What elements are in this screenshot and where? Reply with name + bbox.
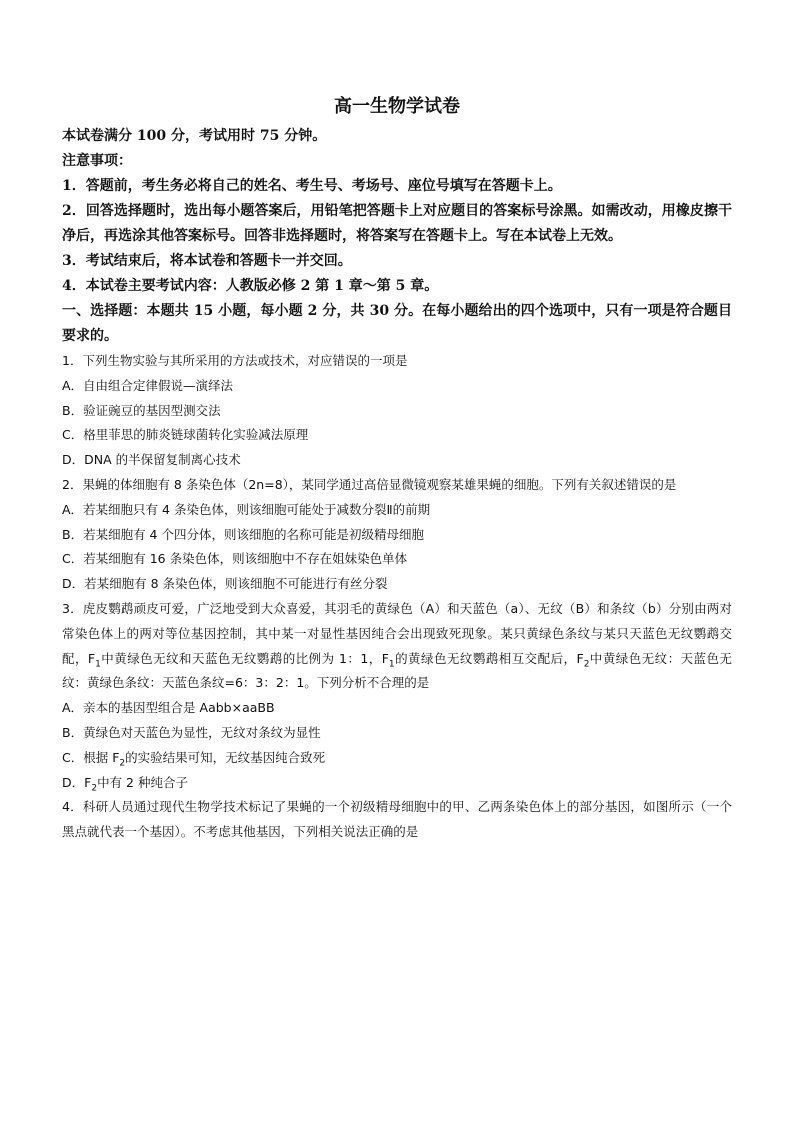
stem-text: 中黄绿色无纹：天蓝色无纹：黄绿色条纹：天蓝色条纹=6：3：2：1。下列分析不合理的是 xyxy=(62,650,732,691)
subscript: 2 xyxy=(91,783,98,794)
question-option xyxy=(62,746,732,771)
question-option: A．若某细胞只有 4 条染色体，则该细胞可能处于减数分裂Ⅱ的前期 xyxy=(62,501,431,517)
question-stem: 4．科研人员通过现代生物学技术标记了果蝇的一个初级精母细胞中的甲、乙两条染色体上的部分基因，如图所示（一个黑点就代表一个基因）。不考虑其他基因，下列相关说法正确的是 xyxy=(62,799,732,840)
note-item: 2．回答选择题时，选出每小题答案后，用铅笔把答题卡上对应题目的答案标号涂黑。如需改动，用橡皮擦干净后，再选涂其他答案标号。回答非选择题时，将答案写在答题卡上。写在本试卷上无效。 xyxy=(62,203,732,244)
question-option: C．格里菲思的肺炎链球菌转化实验减法原理 xyxy=(62,427,309,443)
question-option: D．DNA 的半保留复制离心技术 xyxy=(62,452,241,468)
subscript: 1 xyxy=(388,659,395,670)
question-option: B．黄绿色对天蓝色为显性，无纹对条纹为显性 xyxy=(62,724,321,740)
stem-text: 3．虎皮鹦鹉顽皮可爱，广泛地受到大众喜爱，其羽毛的黄绿色（A）和天蓝色（a）、无纹（B）和条纹（b）分别由两对常染色体上的两对等位基因控制，其中某一对显性基因纯合会出现致死现象。某只黄绿色条纹与某只天蓝色无纹鹦鹉交配，F xyxy=(62,600,732,666)
score-line: 本试卷满分 100 分，考试用时 75 分钟。 xyxy=(62,128,327,144)
option-text: 中有 2 种纯合子 xyxy=(97,774,188,790)
page-title: 高一生物学试卷 xyxy=(334,96,460,117)
subscript: 2 xyxy=(583,659,590,670)
question-option: A．自由组合定律假说—演绎法 xyxy=(62,377,234,393)
exam-page xyxy=(62,94,732,845)
question-option: B．若某细胞有 4 个四分体，则该细胞的名称可能是初级精母细胞 xyxy=(62,526,424,542)
note-item: 1．答题前，考生务必将自己的姓名、考生号、考场号、座位号填写在答题卡上。 xyxy=(62,178,562,194)
subscript: 1 xyxy=(95,659,101,670)
subscript: 2 xyxy=(119,758,126,769)
option-text: 的实验结果可知，无纹基因纯合致死 xyxy=(125,749,326,765)
option-text: D．F xyxy=(62,774,92,790)
question-option: D．若某细胞有 8 条染色体，则该细胞不可能进行有丝分裂 xyxy=(62,576,388,592)
stem-text: 中黄绿色无纹和天蓝色无纹鹦鹉的比例为 1：1，F xyxy=(100,650,389,666)
question-option: B．验证豌豆的基因型测交法 xyxy=(62,402,221,418)
note-item: 3．考试结束后，将本试卷和答题卡一并交回。 xyxy=(62,253,352,269)
section-heading: 一、选择题：本题共 15 小题，每小题 2 分，共 30 分。在每小题给出的四个选项中，只有一项是符合题目要求的。 xyxy=(62,303,732,344)
question-stem: 2．果蝇的体细胞有 8 条染色体（2n=8），某同学通过高倍显微镜观察某雄果蝇的细胞。下列有关叙述错误的是 xyxy=(62,476,677,492)
stem-text: 的黄绿色无纹鹦鹉相互交配后，F xyxy=(394,650,584,666)
question-stem: 1．下列生物实验与其所采用的方法或技术，对应错误的一项是 xyxy=(62,353,408,368)
question-option: A．亲本的基因型组合是 Aabb×aaBB xyxy=(62,700,275,716)
option-text: C．根据 F xyxy=(62,749,120,765)
question-stem xyxy=(62,597,732,696)
question-option xyxy=(62,771,732,796)
notes-label: 注意事项： xyxy=(62,153,132,169)
question-option: C．若某细胞有 16 条染色体，则该细胞中不存在姐妹染色单体 xyxy=(62,551,408,567)
note-item: 4．本试卷主要考试内容：人教版必修 2 第 1 章～第 5 章。 xyxy=(62,278,439,294)
